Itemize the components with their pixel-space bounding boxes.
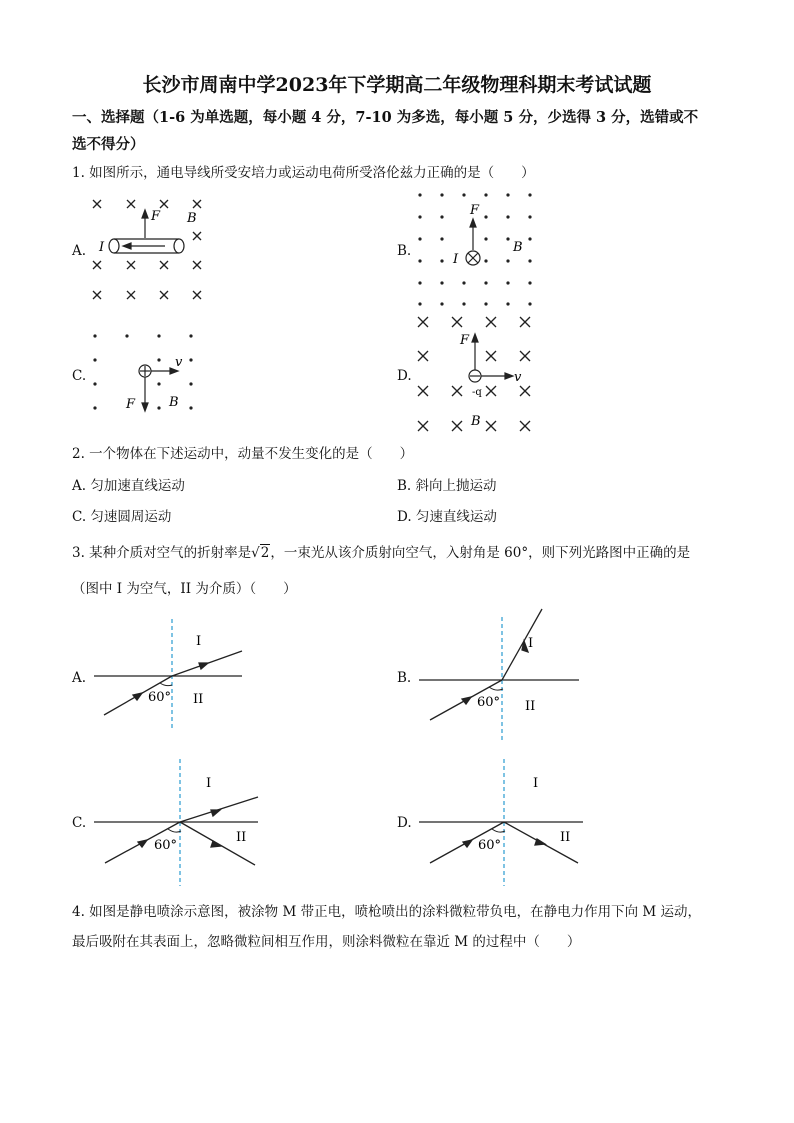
- field-dot-mark: [528, 281, 531, 284]
- field-dot-mark: [506, 259, 509, 262]
- page-title: 长沙市周南中学2023年下学期高二年级物理科期末考试试题: [142, 74, 652, 96]
- medium-ii-label: II: [193, 692, 204, 707]
- force-label: F: [151, 209, 161, 224]
- angle-label: 60°: [148, 690, 172, 705]
- field-dot-mark: [125, 334, 128, 337]
- angle-label: 60°: [478, 838, 502, 853]
- medium-ii-label: II: [560, 830, 571, 845]
- force-arrow: [472, 334, 478, 370]
- current-label: I: [99, 240, 105, 255]
- field-dot-mark: [440, 259, 443, 262]
- field-dot-mark: [418, 259, 421, 262]
- field-dot-mark: [462, 302, 465, 305]
- field-label: B: [187, 211, 197, 226]
- field-dot-mark: [506, 193, 509, 196]
- negative-charge-icon: [469, 370, 481, 382]
- q3-stem: [72, 545, 690, 561]
- field-dot-mark: [528, 259, 531, 262]
- positive-charge-icon: [139, 365, 151, 377]
- field-dot-mark: [506, 281, 509, 284]
- field-dot-mark: [418, 193, 421, 196]
- field-dot-mark: [157, 358, 160, 361]
- field-dot-mark: [484, 215, 487, 218]
- force-arrow: [470, 219, 476, 250]
- field-dot-mark: [528, 193, 531, 196]
- field-dot-mark: [484, 237, 487, 240]
- field-dot-mark: [506, 215, 509, 218]
- q2-option-b: B. 斜向上抛运动: [397, 478, 497, 494]
- velocity-label: v: [514, 370, 522, 385]
- q1-option-a-label: A.: [72, 243, 87, 259]
- section-heading-line1: 一、选择题（1-6 为单选题，每小题 4 分，7-10 为多选，每小题 5 分，少选得 3 分，选错或不: [72, 109, 699, 126]
- q3-option-c-label: C.: [72, 815, 87, 831]
- angle-arc: [168, 829, 181, 832]
- force-label: F: [470, 203, 480, 218]
- medium-ii-label: II: [236, 830, 247, 845]
- field-dot-mark: [506, 237, 509, 240]
- field-label: B: [169, 395, 179, 410]
- current-wire-icon: [109, 239, 184, 253]
- field-dot-mark: [440, 193, 443, 196]
- q3-stem-suffix: ，一束光从该介质射向空气，入射角是 60°，则下列光路图中正确的是: [270, 545, 691, 561]
- q1-figure-b: [410, 188, 545, 308]
- field-dot-mark: [93, 334, 96, 337]
- q3-figure-b: [415, 605, 585, 745]
- field-dot-mark: [462, 193, 465, 196]
- field-dot-mark: [484, 193, 487, 196]
- sqrt-value: 2: [260, 545, 270, 561]
- light-ray: [430, 822, 578, 863]
- q1-figure-c: [85, 328, 210, 423]
- field-dot-mark: [93, 358, 96, 361]
- q1-option-b-label: B.: [397, 243, 412, 259]
- field-dot-mark: [528, 237, 531, 240]
- field-dot-mark: [484, 302, 487, 305]
- angle-arc: [489, 687, 503, 690]
- field-dot-mark: [484, 259, 487, 262]
- q3-figure-a: [90, 615, 250, 735]
- angle-arc: [492, 829, 505, 832]
- medium-i-label: I: [533, 776, 539, 791]
- field-dot-mark: [418, 237, 421, 240]
- q2-stem: 2. 一个物体在下述运动中，动量不发生变化的是（ ）: [72, 446, 414, 462]
- q1-figure-a: [85, 190, 215, 305]
- medium-i-label: I: [196, 634, 202, 649]
- angle-arc: [160, 683, 172, 686]
- sqrt-symbol: √: [251, 545, 260, 561]
- field-dot-mark: [93, 382, 96, 385]
- q1-option-c-label: C.: [72, 368, 87, 384]
- charge-label: -q: [472, 387, 482, 398]
- force-arrow: [142, 377, 148, 411]
- field-dot-mark: [418, 302, 421, 305]
- section-heading-line2: 选不得分）: [72, 136, 145, 153]
- medium-ii-label: II: [525, 699, 536, 714]
- q4-stem-line1: 4. 如图是静电喷涂示意图，被涂物 M 带正电，喷枪喷出的涂料微粒带负电，在静电力作用下向 M 运动，: [72, 904, 701, 920]
- field-dot-mark: [157, 382, 160, 385]
- field-label: B: [513, 240, 523, 255]
- field-dot-mark: [440, 215, 443, 218]
- field-dot-mark: [189, 382, 192, 385]
- velocity-label: v: [175, 355, 183, 370]
- field-dot-mark: [440, 237, 443, 240]
- medium-i-label: I: [528, 636, 534, 651]
- q3-stem-prefix: 3. 某种介质对空气的折射率是: [72, 545, 252, 561]
- velocity-arrow: [481, 373, 513, 379]
- q3-figure-c: [90, 755, 265, 890]
- angle-label: 60°: [154, 838, 178, 853]
- q2-option-a: A. 匀加速直线运动: [72, 478, 185, 494]
- force-arrow: [142, 210, 148, 238]
- q1-figure-d: [410, 310, 545, 435]
- field-dot-mark: [440, 302, 443, 305]
- field-dot-mark: [528, 302, 531, 305]
- current-into-page-icon: [466, 251, 480, 265]
- field-dot-mark: [157, 334, 160, 337]
- current-label: I: [453, 252, 459, 267]
- field-dot-mark: [189, 406, 192, 409]
- field-dot-mark: [189, 334, 192, 337]
- q3-option-b-label: B.: [397, 670, 412, 686]
- q2-option-d: D. 匀速直线运动: [397, 509, 497, 525]
- light-ray: [104, 651, 242, 715]
- field-dot-mark: [506, 302, 509, 305]
- q3-figure-d: [415, 755, 590, 890]
- force-label: F: [460, 333, 470, 348]
- q3-option-a-label: A.: [72, 670, 87, 686]
- velocity-arrow: [151, 368, 178, 374]
- field-dot-mark: [93, 406, 96, 409]
- field-dot-mark: [462, 281, 465, 284]
- field-dot-mark: [418, 281, 421, 284]
- medium-i-label: I: [206, 776, 212, 791]
- q1-stem: 1. 如图所示，通电导线所受安培力或运动电荷所受洛伦兹力正确的是（ ）: [72, 165, 535, 181]
- angle-label: 60°: [477, 695, 501, 710]
- q1-option-d-label: D.: [397, 368, 412, 384]
- field-dot-mark: [189, 358, 192, 361]
- q3-stem-line2: （图中 I 为空气，II 为介质）（ ）: [72, 581, 297, 597]
- q4-stem-line2: 最后吸附在其表面上，忽略微粒间相互作用，则涂料微粒在靠近 M 的过程中（ ）: [72, 934, 581, 950]
- field-dot-mark: [418, 215, 421, 218]
- field-dot-mark: [157, 406, 160, 409]
- field-dot-mark: [484, 281, 487, 284]
- q2-option-c: C. 匀速圆周运动: [72, 509, 172, 525]
- field-dot-mark: [440, 281, 443, 284]
- field-dot-mark: [528, 215, 531, 218]
- field-label: B: [471, 414, 481, 429]
- force-label: F: [126, 397, 136, 412]
- q3-option-d-label: D.: [397, 815, 412, 831]
